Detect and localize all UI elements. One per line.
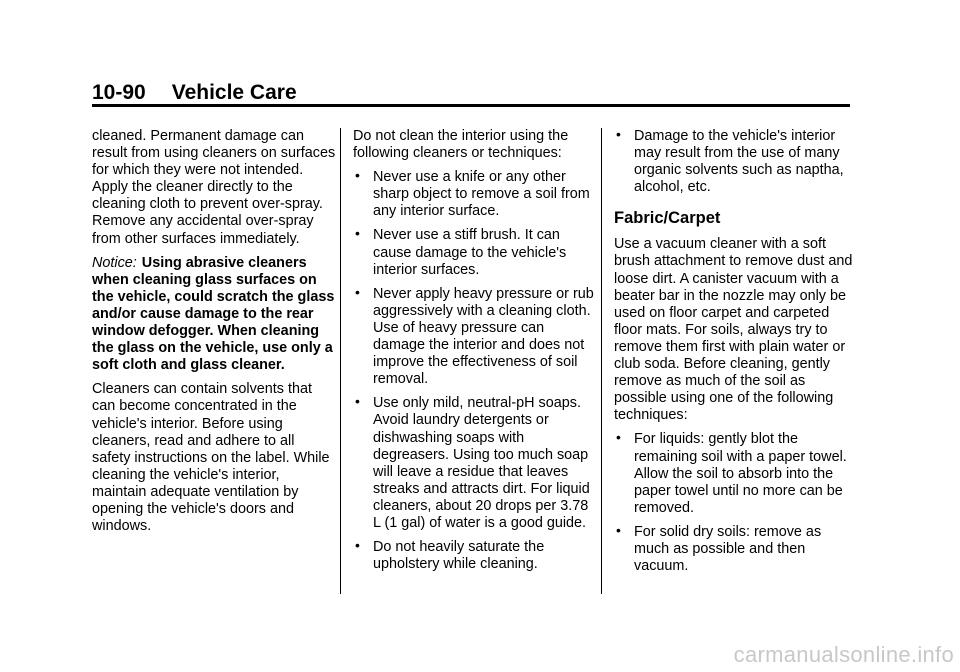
list-item: [353, 539, 597, 573]
column-1: [92, 128, 336, 542]
bullet-icon: •: [355, 283, 360, 300]
bullet-icon: •: [616, 126, 621, 142]
list-item-text: Damage to the vehicle's interior may result from the use of many organic solvents such as naptha, alcohol, etc.: [634, 128, 844, 196]
list-item: [353, 395, 597, 532]
bullet-icon: •: [355, 393, 360, 410]
page-number: 10-90: [92, 81, 146, 104]
bullet-icon: •: [355, 225, 360, 242]
list-item-text: Use only mild, neutral-pH soaps. Avoid laundry detergents or dishwashing soaps with degreasers. Using too much soap will leave a residue that leaves streaks and attracts dirt. For liquid cleaners, about 20 drops per 3.78 L (1 gal) of water is a good guide.: [373, 395, 590, 531]
paragraph-vacuum: Use a vacuum cleaner with a soft brush attachment to remove dust and loose dirt. A canister vacuum with a beater bar in the nozzle may only be used on floor carpet and carpeted floor mats. For soils, always try to remove them first with plain water or club soda. Before cleaning, gently remove as much of the soil as possible using one of the following techniques:: [614, 236, 853, 424]
notice-label: Notice:: [92, 254, 137, 271]
list-item-text: For solid dry soils: remove as much as possible and then vacuum.: [634, 523, 822, 575]
solvents-list: [614, 128, 858, 196]
bullet-icon: •: [616, 521, 621, 538]
list-item-text: Never use a knife or any other sharp object to remove a soil from any interior surface.: [373, 169, 590, 220]
page-header: [92, 80, 297, 106]
bullet-icon: •: [355, 537, 360, 554]
list-item: [614, 128, 858, 196]
list-item-text: Never apply heavy pressure or rub aggressively with a cleaning cloth. Use of heavy pressure can damage the interior and does not improve the effectiveness of soil removal.: [373, 285, 594, 388]
list-item-text: Never use a stiff brush. It can cause damage to the vehicle's interior surfaces.: [373, 227, 567, 278]
cleaning-techniques-list: [353, 169, 597, 573]
list-item-text: For liquids: gently blot the remaining soil with a paper towel. Allow the soil to absorb into the paper towel until no more can be removed.: [634, 431, 847, 516]
list-item: [353, 283, 597, 389]
column-divider-1: [340, 128, 341, 594]
column-3: [614, 128, 858, 582]
list-item: [353, 227, 597, 278]
section-heading-fabric-carpet: Fabric/Carpet: [614, 209, 721, 228]
paragraph-cleaners-damage: cleaned. Permanent damage can result from using cleaners on surfaces for which they were not intended. Apply the cleaner directly to the cleaning cloth to prevent over-spray. Remove any accidental over-spray from other surfaces immediately.: [92, 128, 336, 247]
notice-paragraph: [92, 255, 336, 375]
notice-text: Using abrasive cleaners when cleaning glass surfaces on the vehicle, could scratch the glass and/or cause damage to the rear window defogger. When cleaning the glass on the vehicle, use only a soft cloth and glass cleaner.: [92, 254, 335, 374]
column-divider-2: [601, 128, 602, 594]
header-rule: [92, 104, 850, 107]
list-item-text: Do not heavily saturate the upholstery while cleaning.: [373, 539, 545, 573]
paragraph-solvents: Cleaners can contain solvents that can become concentrated in the vehicle's interior. Before using cleaners, read and adhere to all safety instructions on the label. While cleaning the vehicle's interior, maintain adequate ventilation by opening the vehicle's doors and windows.: [92, 381, 330, 535]
list-item: [353, 169, 597, 220]
soil-techniques-list: [614, 431, 858, 575]
list-item: [614, 431, 858, 516]
bullet-icon: •: [616, 429, 621, 446]
bullet-icon: •: [355, 167, 360, 184]
section-title: Vehicle Care: [171, 81, 297, 104]
list-item: [614, 521, 858, 575]
column-2: [353, 128, 597, 580]
watermark: carmanualsonline.info: [733, 642, 954, 667]
paragraph-intro: Do not clean the interior using the following cleaners or techniques:: [353, 128, 569, 162]
